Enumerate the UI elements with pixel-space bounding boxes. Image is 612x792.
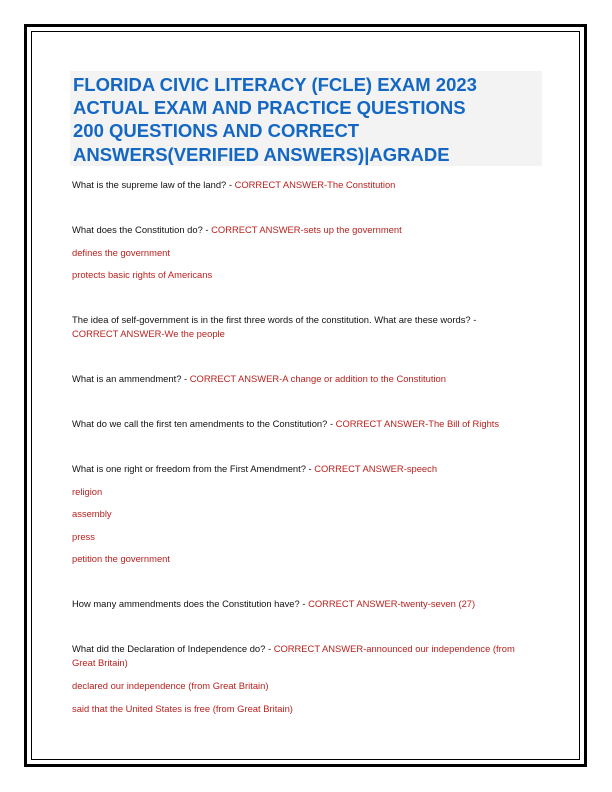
document-title-line-3: 200 QUESTIONS AND CORRECT [73,120,360,141]
document-title-line-4: ANSWERS(VERIFIED ANSWERS)|AGRADE [73,144,450,165]
question-text: What did the Declaration of Independence do? - [72,643,274,654]
answer-extra: petition the government [72,553,170,564]
answer-text: CORRECT ANSWER-The Constitution [234,179,396,190]
document-title-line-2: ACTUAL EXAM AND PRACTICE QUESTIONS [73,97,466,118]
answer-text: CORRECT ANSWER-announced our independence (from [273,643,515,654]
question-text: What is an ammendment? - [72,373,190,384]
question-text: How many ammendments does the Constitution have? - [72,598,309,609]
question-8 [72,643,515,654]
question-text: What is one right or freedom from the First Amendment? - [72,463,315,474]
question-1 [72,179,395,190]
answer-text: CORRECT ANSWER-The Bill of Rights [335,418,500,429]
answer-extra: press [72,531,95,542]
answer-text: CORRECT ANSWER-sets up the government [211,224,402,235]
answer-text: CORRECT ANSWER-speech [314,463,438,474]
answer-extra: religion [72,486,103,497]
answer-extra: defines the government [72,247,170,258]
question-text: What do we call the first ten amendments to the Constitution? - [72,418,336,429]
question-7 [72,598,475,609]
document-title-line-1: FLORIDA CIVIC LITERACY (FCLE) EXAM 2023 [73,74,477,95]
answer-text: CORRECT ANSWER-We the people [72,328,225,339]
question-5 [72,418,499,429]
answer-extra: said that the United States is free (from Great Britain) [72,703,293,714]
question-text: What does the Constitution do? - [72,224,212,235]
answer-extra: assembly [72,508,112,519]
question-text: The idea of self-government is in the first three words of the constitution. What are these words? - [72,314,477,325]
question-4 [72,373,446,384]
answer-text-continued: Great Britain) [72,657,128,668]
question-2 [72,224,402,235]
answer-extra: declared our independence (from Great Britain) [72,680,269,691]
question-6 [72,463,437,474]
question-text: What is the supreme law of the land? - [72,179,235,190]
answer-text: CORRECT ANSWER-twenty-seven (27) [308,598,476,609]
answer-text: CORRECT ANSWER-A change or addition to the Constitution [189,373,446,384]
question-3 [72,314,476,325]
answer-extra: protects basic rights of Americans [72,269,213,280]
